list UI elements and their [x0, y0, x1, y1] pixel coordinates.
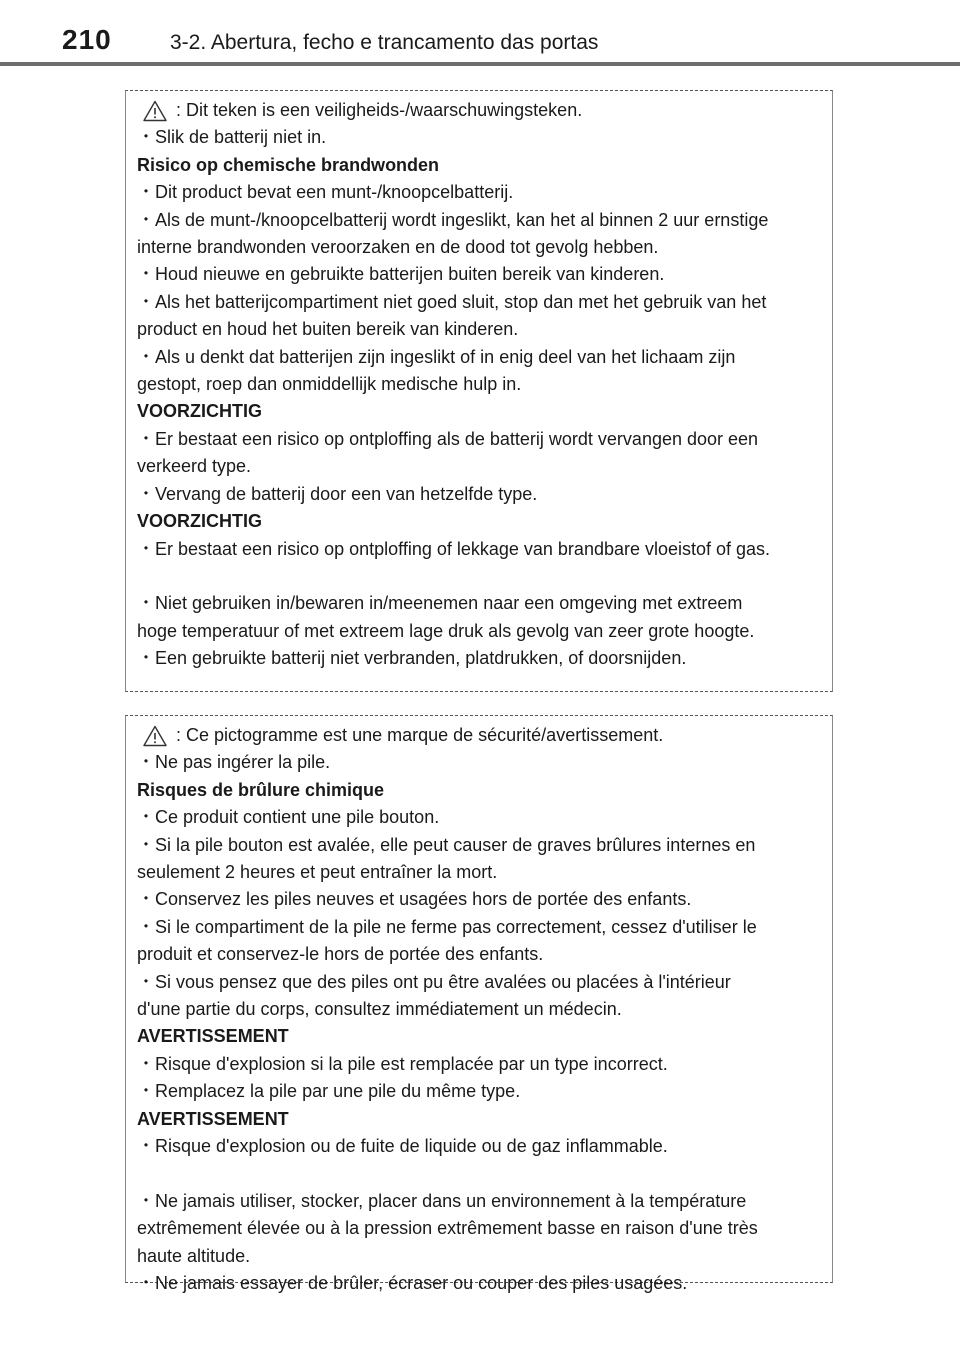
blank-line — [137, 563, 824, 590]
notice-text: gestopt, roep dan onmiddellijk medische hulp in. — [137, 374, 522, 395]
notice-text: ・Een gebruikte batterij niet verbranden, platdrukken, of doorsnijden. — [137, 648, 687, 669]
notice-text: ・Risque d'explosion si la pile est remplacée par un type incorrect. — [137, 1053, 668, 1074]
notice-text: ・Niet gebruiken in/bewaren in/meenemen naar een omgeving met extreem — [137, 593, 743, 614]
notice-text: hoge temperatuur of met extreem lage druk als gevolg van zeer grote hoogte. — [137, 620, 755, 641]
notice-text: product en houd het buiten bereik van kinderen. — [137, 319, 519, 340]
page-number: 210 — [62, 24, 112, 55]
notice-text: ・Conservez les piles neuves et usagées hors de portée des enfants. — [137, 889, 692, 910]
notice-text: d'une partie du corps, consultez immédiatement un médecin. — [137, 999, 622, 1020]
notice-text: seulement 2 heures et peut entraîner la mort. — [137, 862, 498, 883]
notice-text: ・Er bestaat een risico op ontploffing als de batterij wordt vervangen door een — [137, 428, 759, 449]
page-header — [0, 0, 960, 68]
warning-notice-french — [125, 715, 833, 1294]
notice-text: ・Risque d'explosion ou de fuite de liquide ou de gaz inflammable. — [137, 1136, 668, 1157]
notice-text: ・Vervang de batterij door een van hetzelfde type. — [137, 483, 538, 504]
notice-text: : Dit teken is een veiligheids-/waarschuwingsteken. — [176, 100, 583, 120]
notice-text: extrêmement élevée ou à la pression extrêmement basse en raison d'une très — [137, 1218, 758, 1239]
notice-text: verkeerd type. — [137, 456, 252, 477]
notice-text: produit et conservez-le hors de portée des enfants. — [137, 944, 544, 965]
notice-text: ・Remplacez la pile par une pile du même type. — [137, 1081, 521, 1102]
notice-text: ・Ne jamais utiliser, stocker, placer dans un environnement à la température — [137, 1190, 747, 1211]
notice-subheading: VOORZICHTIG — [137, 511, 262, 532]
notice-text: ・Si la pile bouton est avalée, elle peut causer de graves brûlures internes en — [137, 834, 756, 855]
notice-intro-line — [137, 722, 824, 749]
notice-text: ・Ce produit contient une pile bouton. — [137, 807, 440, 828]
notice-subheading: Risques de brûlure chimique — [137, 779, 385, 800]
notice-text: ・Si le compartiment de la pile ne ferme pas correctement, cessez d'utiliser le — [137, 916, 757, 937]
warning-triangle-icon — [143, 100, 167, 122]
notice-text: ・Ne pas ingérer la pile. — [137, 752, 331, 773]
notice-text: ・Slik de batterij niet in. — [137, 127, 327, 148]
notice-subheading: VOORZICHTIG — [137, 401, 262, 422]
notice-text: ・Ne jamais essayer de brûler, écraser ou couper des piles usagées. — [137, 1273, 688, 1294]
section-title: 3-2. Abertura, fecho e trancamento das portas — [170, 31, 599, 54]
header-rule — [0, 62, 960, 66]
notice-text: ・Als het batterijcompartiment niet goed sluit, stop dan met het gebruik van het — [137, 291, 767, 312]
warning-triangle-icon — [143, 725, 167, 747]
blank-line — [137, 1161, 824, 1188]
notice-text: interne brandwonden veroorzaken en de dood tot gevolg hebben. — [137, 237, 659, 258]
notice-text: ・Er bestaat een risico op ontploffing of lekkage van brandbare vloeistof of gas. — [137, 538, 771, 559]
notice-text: ・Dit product bevat een munt-/knoopcelbatterij. — [137, 182, 514, 203]
warning-notice-dutch — [125, 90, 833, 692]
notice-intro-line — [137, 97, 824, 124]
notice-text: : Ce pictogramme est une marque de sécurité/avertissement. — [176, 725, 664, 745]
notice-text: ・Houd nieuwe en gebruikte batterijen buiten bereik van kinderen. — [137, 264, 665, 285]
notice-subheading: AVERTISSEMENT — [137, 1108, 289, 1129]
notice-text: ・Als de munt-/knoopcelbatterij wordt ingeslikt, kan het al binnen 2 uur ernstige — [137, 209, 769, 230]
notice-text: ・Si vous pensez que des piles ont pu être avalées ou placées à l'intérieur — [137, 971, 731, 992]
notice-subheading: AVERTISSEMENT — [137, 1026, 289, 1047]
notice-text: ・Als u denkt dat batterijen zijn ingeslikt of in enig deel van het lichaam zijn — [137, 346, 736, 367]
notice-text: haute altitude. — [137, 1245, 251, 1266]
notice-subheading: Risico op chemische brandwonden — [137, 154, 440, 175]
